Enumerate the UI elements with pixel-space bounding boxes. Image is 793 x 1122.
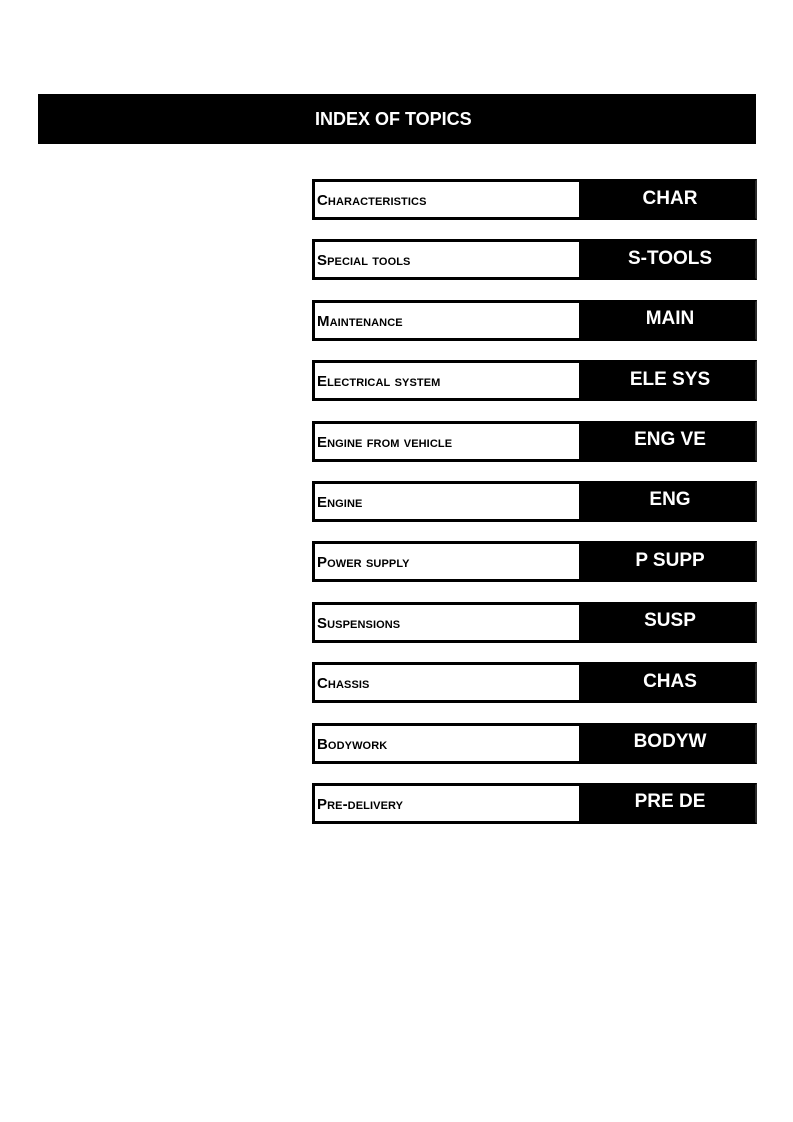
topic-label-box [312,723,583,764]
topic-label: Bodywork [317,735,388,753]
topic-code: CHAS [643,670,697,692]
topic-row-suspensions[interactable] [312,602,757,643]
topic-code-tab[interactable] [583,662,757,703]
topic-label: Special tools [317,252,411,270]
topic-code: BODYW [633,731,707,753]
topic-label: Pre-delivery [317,795,404,813]
topic-code-tab[interactable] [583,239,757,280]
topic-label-box [312,300,583,341]
topic-code-tab[interactable] [583,602,757,643]
topic-code: ENG [649,489,691,511]
topic-label-box [312,421,583,462]
topic-label: Maintenance [317,312,403,330]
topic-label: Characteristics [317,192,427,209]
topic-list [312,179,757,843]
topic-code-tab[interactable] [583,179,757,220]
topic-code: MAIN [645,308,695,330]
topic-label: Suspensions [317,614,401,632]
topic-code-tab[interactable] [583,783,757,824]
topic-label-box [312,481,583,522]
topic-row-pre-delivery[interactable] [312,783,757,824]
topic-code-tab[interactable] [583,300,757,341]
topic-label: Chassis [317,675,370,693]
topic-code-tab[interactable] [583,723,757,764]
topic-label-box [312,783,583,824]
topic-code: P SUPP [635,549,705,571]
topic-code-tab[interactable] [583,360,757,401]
topic-label: Power supply [317,554,410,572]
topic-label-box [312,360,583,401]
topic-code: S-TOOLS [627,247,713,269]
topic-label: Engine from vehicle [317,433,453,451]
page-title: INDEX OF TOPICS [315,109,472,129]
topic-label-box [312,239,583,280]
topic-code: PRE DE [634,791,706,813]
topic-label: Electrical system [317,373,441,391]
topic-code-tab[interactable] [583,541,757,582]
topic-row-maintenance[interactable] [312,300,757,341]
topic-label-box [312,541,583,582]
topic-row-power-supply[interactable] [312,541,757,582]
topic-label-box [312,179,583,220]
topic-code: ENG VE [634,429,706,451]
topic-row-chassis[interactable] [312,662,757,703]
header-bar [38,94,756,144]
topic-row-engine-from-vehicle[interactable] [312,421,757,462]
topic-code: SUSP [644,610,696,632]
topic-row-bodywork[interactable] [312,723,757,764]
topic-label: Engine [317,493,363,511]
topic-label-box [312,662,583,703]
topic-row-characteristics[interactable] [312,179,757,220]
topic-code-tab[interactable] [583,421,757,462]
topic-code: ELE SYS [629,368,711,390]
topic-row-electrical-system[interactable] [312,360,757,401]
topic-row-special-tools[interactable] [312,239,757,280]
topic-label-box [312,602,583,643]
topic-code-tab[interactable] [583,481,757,522]
topic-row-engine[interactable] [312,481,757,522]
topic-code: CHAR [642,187,698,209]
